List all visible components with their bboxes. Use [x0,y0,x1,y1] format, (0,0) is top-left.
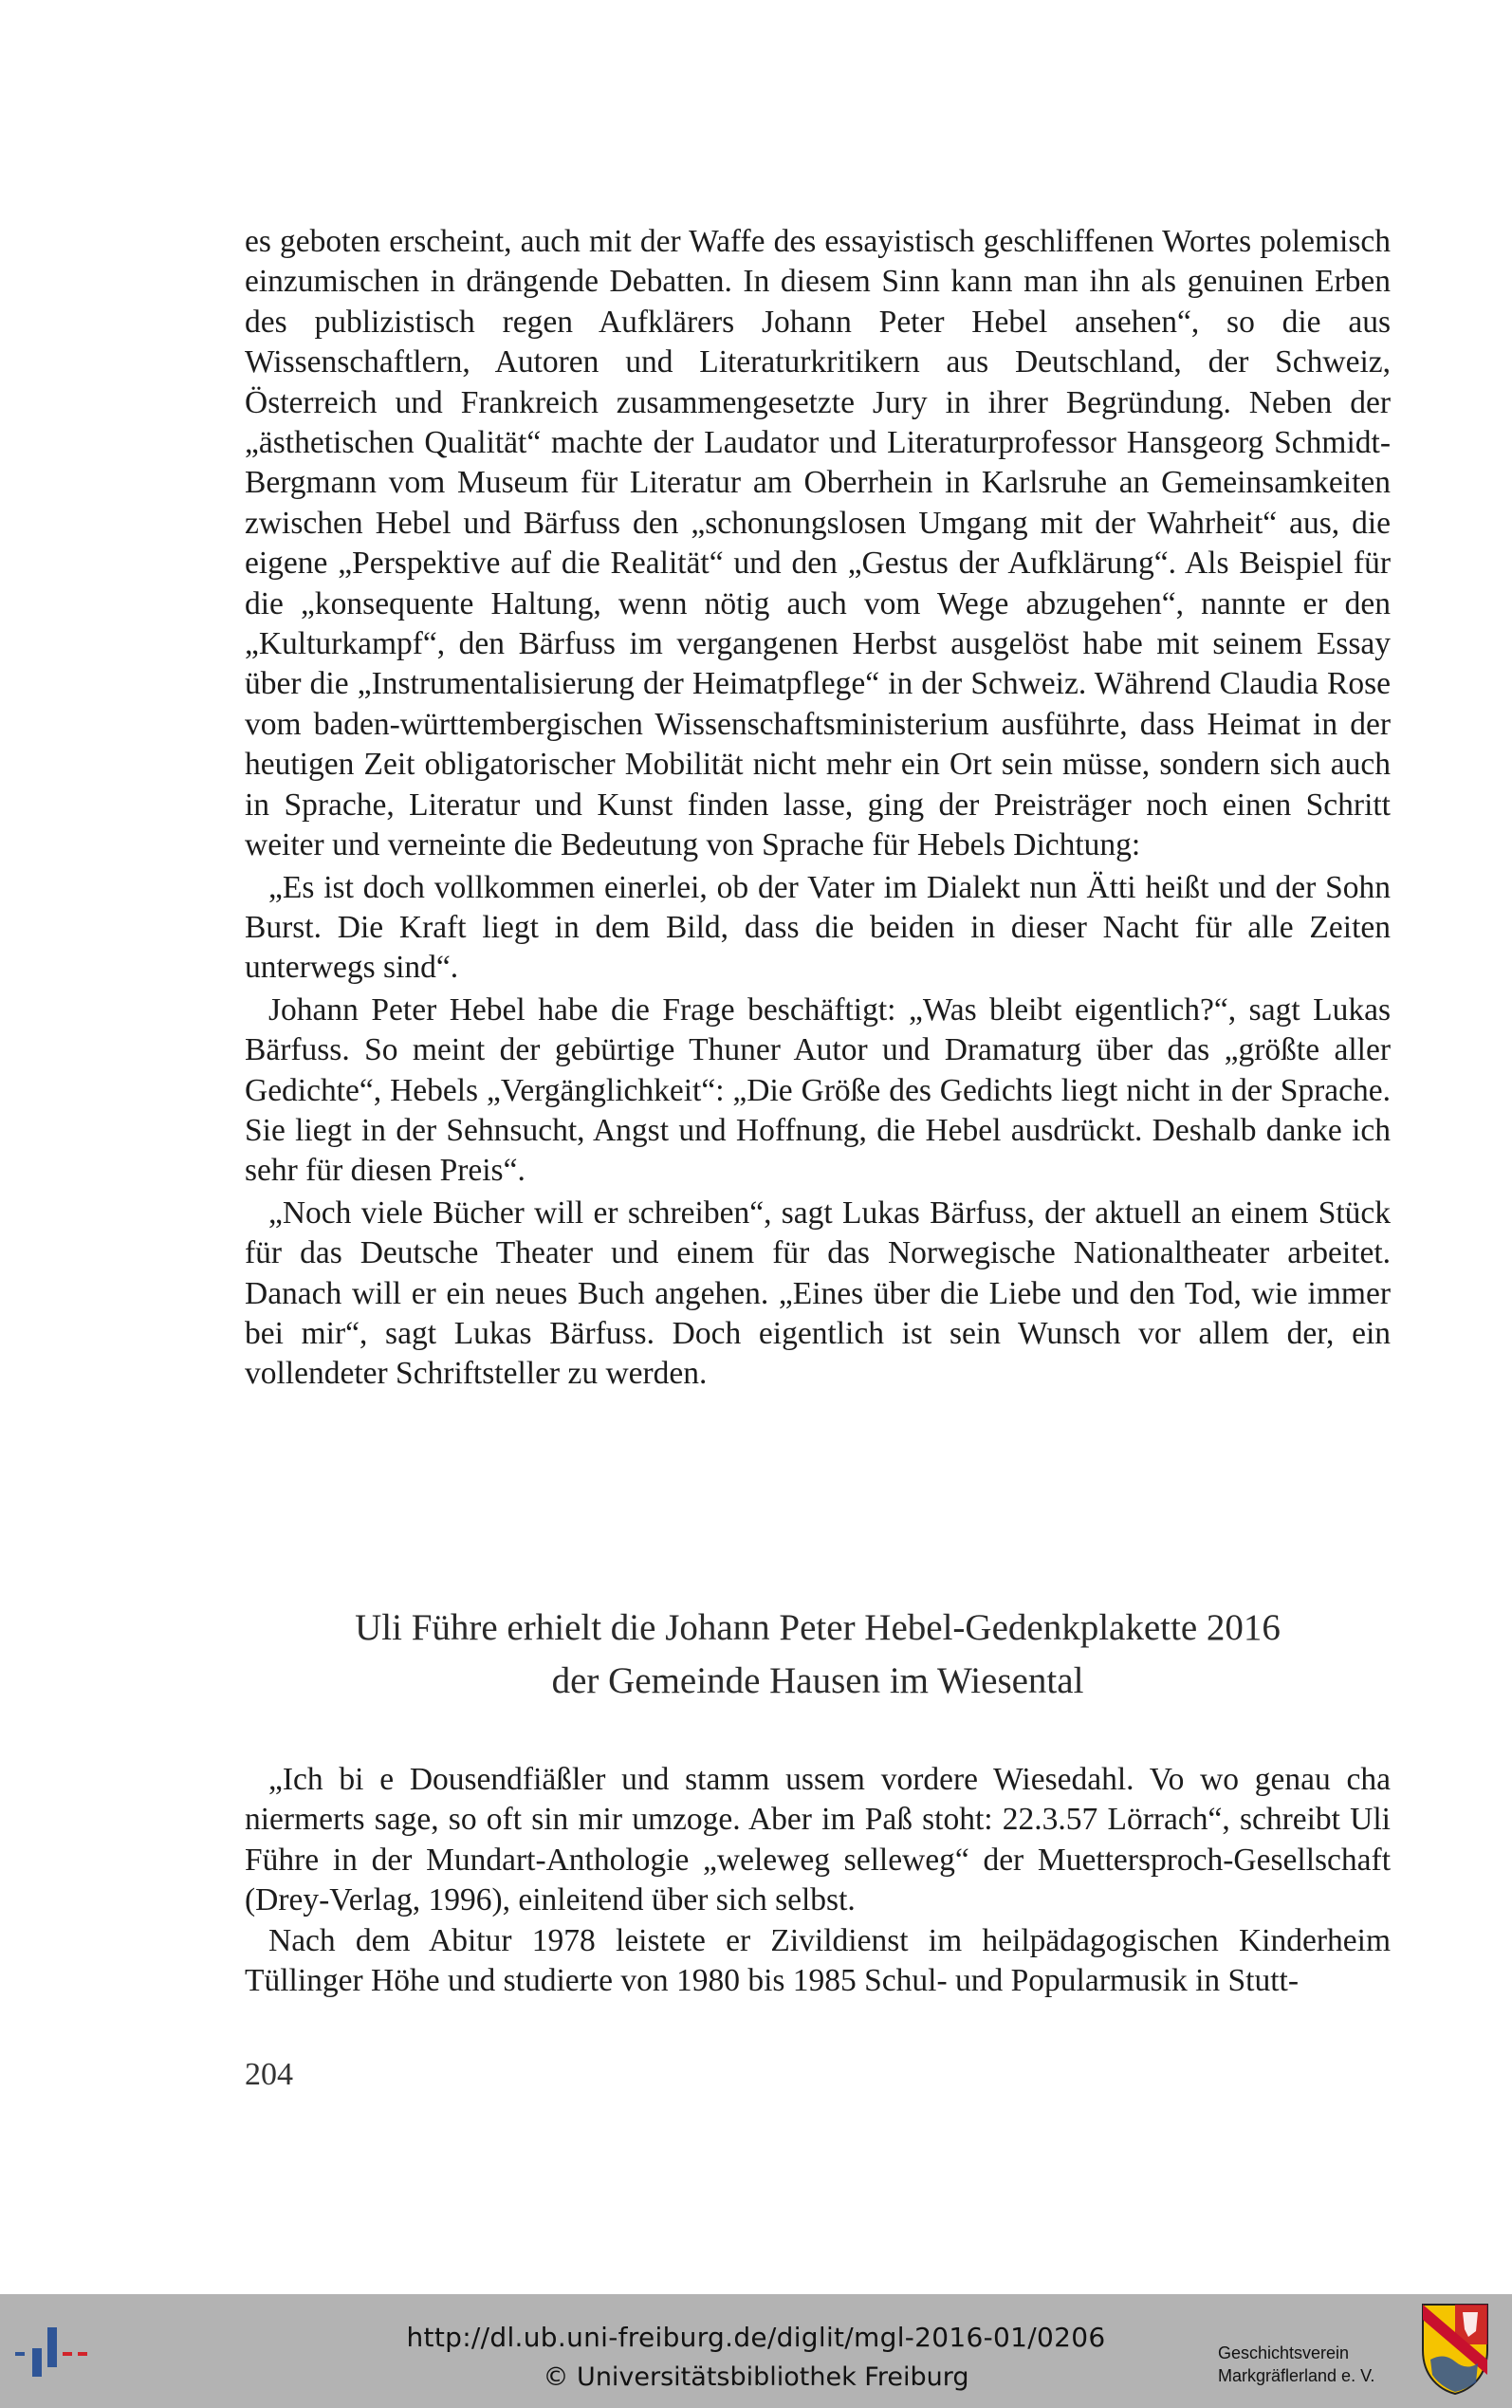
section-heading [245,1602,1391,1708]
paragraph: es geboten erscheint, auch mit der Waffe des essayistisch geschliffenen Wortes polemisch einzumischen in drängende Debatten. In diesem Sinn kann man ihn als genuinen Erben des publizistisch regen Aufklärers Johann Peter Hebel ansehen“, so die aus Wissenschaftlern, Autoren und Literaturkritikern aus Deutschland, der Schweiz, Österreich und Frankreich zusammengesetzte Jury in ihrer Begründung. Neben der „ästhetischen Qualität“ machte der Laudator und Literaturprofessor Hansgeorg Schmidt-Bergmann vom Museum für Literatur am Oberrhein in Karlsruhe an Gemeinsamkeiten zwischen Hebel und Bärfuss den „schonungslosen Umgang mit der Wahrheit“ aus, die eigene „Perspektive auf die Realität“ und den „Gestus der Aufklärung“. Als Beispiel für die „konsequente Haltung, wenn nötig auch vom Wege abzugehen“, nannte er den „Kulturkampf“, den Bärfuss im vergangenen Herbst ausgelöst habe mit seinem Essay über die „Instrumentalisierung der Heimatpflege“ in der Schweiz. Während Claudia Rose vom baden-württembergischen Wissenschaftsministerium ausführte, dass Heimat in der heutigen Zeit obligatorischer Mobilität nicht mehr ein Ort sein müsse, sondern sich auch in Sprache, Literatur und Kunst finden lasse, ging der Preisträger noch einen Schritt weiter und verneinte die Bedeutung von Sprache für Hebels Dichtung: [245,224,1391,863]
society-name [1218,2342,1389,2387]
society-line-2: Markgräflerland e. V. [1218,2366,1375,2385]
page-number: 204 [245,2057,293,2092]
paragraph: „Ich bi e Dousendfiäßler und stamm ussem vordere Wiesedahl. Vo wo genau cha niermerts sage, so oft sin mir umzoge. Aber im Paß stoht: 22.3.57 Lörrach“, schreibt Uli Führe in der Mundart-Anthologie „weleweg selleweg“ der Muettersproch-Gesellschaft (Drey-Verlag, 1996), einleitend über sich selbst. [245,1762,1391,1918]
section-body [245,1760,1391,2001]
paragraph: Nach dem Abitur 1978 leistete er Zivildienst im heilpädagogischen Kinderheim Tüllinger Höhe und studierte von 1980 bis 1985 Schul- und Popularmusik in Stutt- [245,1922,1391,1999]
heading-line-2: der Gemeinde Hausen im Wiesental [551,1660,1084,1701]
footer-copyright: © Universitätsbibliothek Freiburg [543,2362,969,2392]
footer-url-link[interactable]: http://dl.ub.uni-freiburg.de/diglit/mgl-2016-01/0206 [406,2322,1106,2353]
paragraph: „Noch viele Bücher will er schreiben“, sagt Lukas Bärfuss, der aktuell an einem Stück für das Deutsche Theater und einem für das Norwegische Nationaltheater arbeitet. Danach will er ein neues Buch angehen. „Eines über die Liebe und den Tod, wie immer bei mir“, sagt Lukas Bärfuss. Doch eigentlich ist sein Wunsch vor allem der, ein vollendeter Schriftsteller zu werden. [245,1195,1391,1392]
paragraph: Johann Peter Hebel habe die Frage beschäftigt: „Was bleibt eigentlich?“, sagt Lukas Bärfuss. So meint der gebürtige Thuner Autor und Dramaturg über das „größte aller Gedichte“, Hebels „Vergänglichkeit“: „Die Größe des Gedichts liegt nicht in der Sprache. Sie liegt in der Sehnsucht, Angst und Hoffnung, die Hebel ausdrückt. Deshalb danke ich sehr für diesen Preis“. [245,991,1391,1189]
markgraeflerland-crest-icon [1421,2303,1489,2396]
heading-line-1: Uli Führe erhielt die Johann Peter Hebel-Gedenkplakette 2016 [355,1607,1281,1648]
body-text [245,222,1391,1395]
quote-paragraph: „Es ist doch vollkommen einerlei, ob der Vater im Dialekt nun Ätti heißt und der Sohn Burst. Die Kraft liegt in dem Bild, dass die beiden in dieser Nacht für alle Zeiten unterwegs sind“. [245,869,1391,986]
society-line-1: Geschichtsverein [1218,2343,1350,2362]
